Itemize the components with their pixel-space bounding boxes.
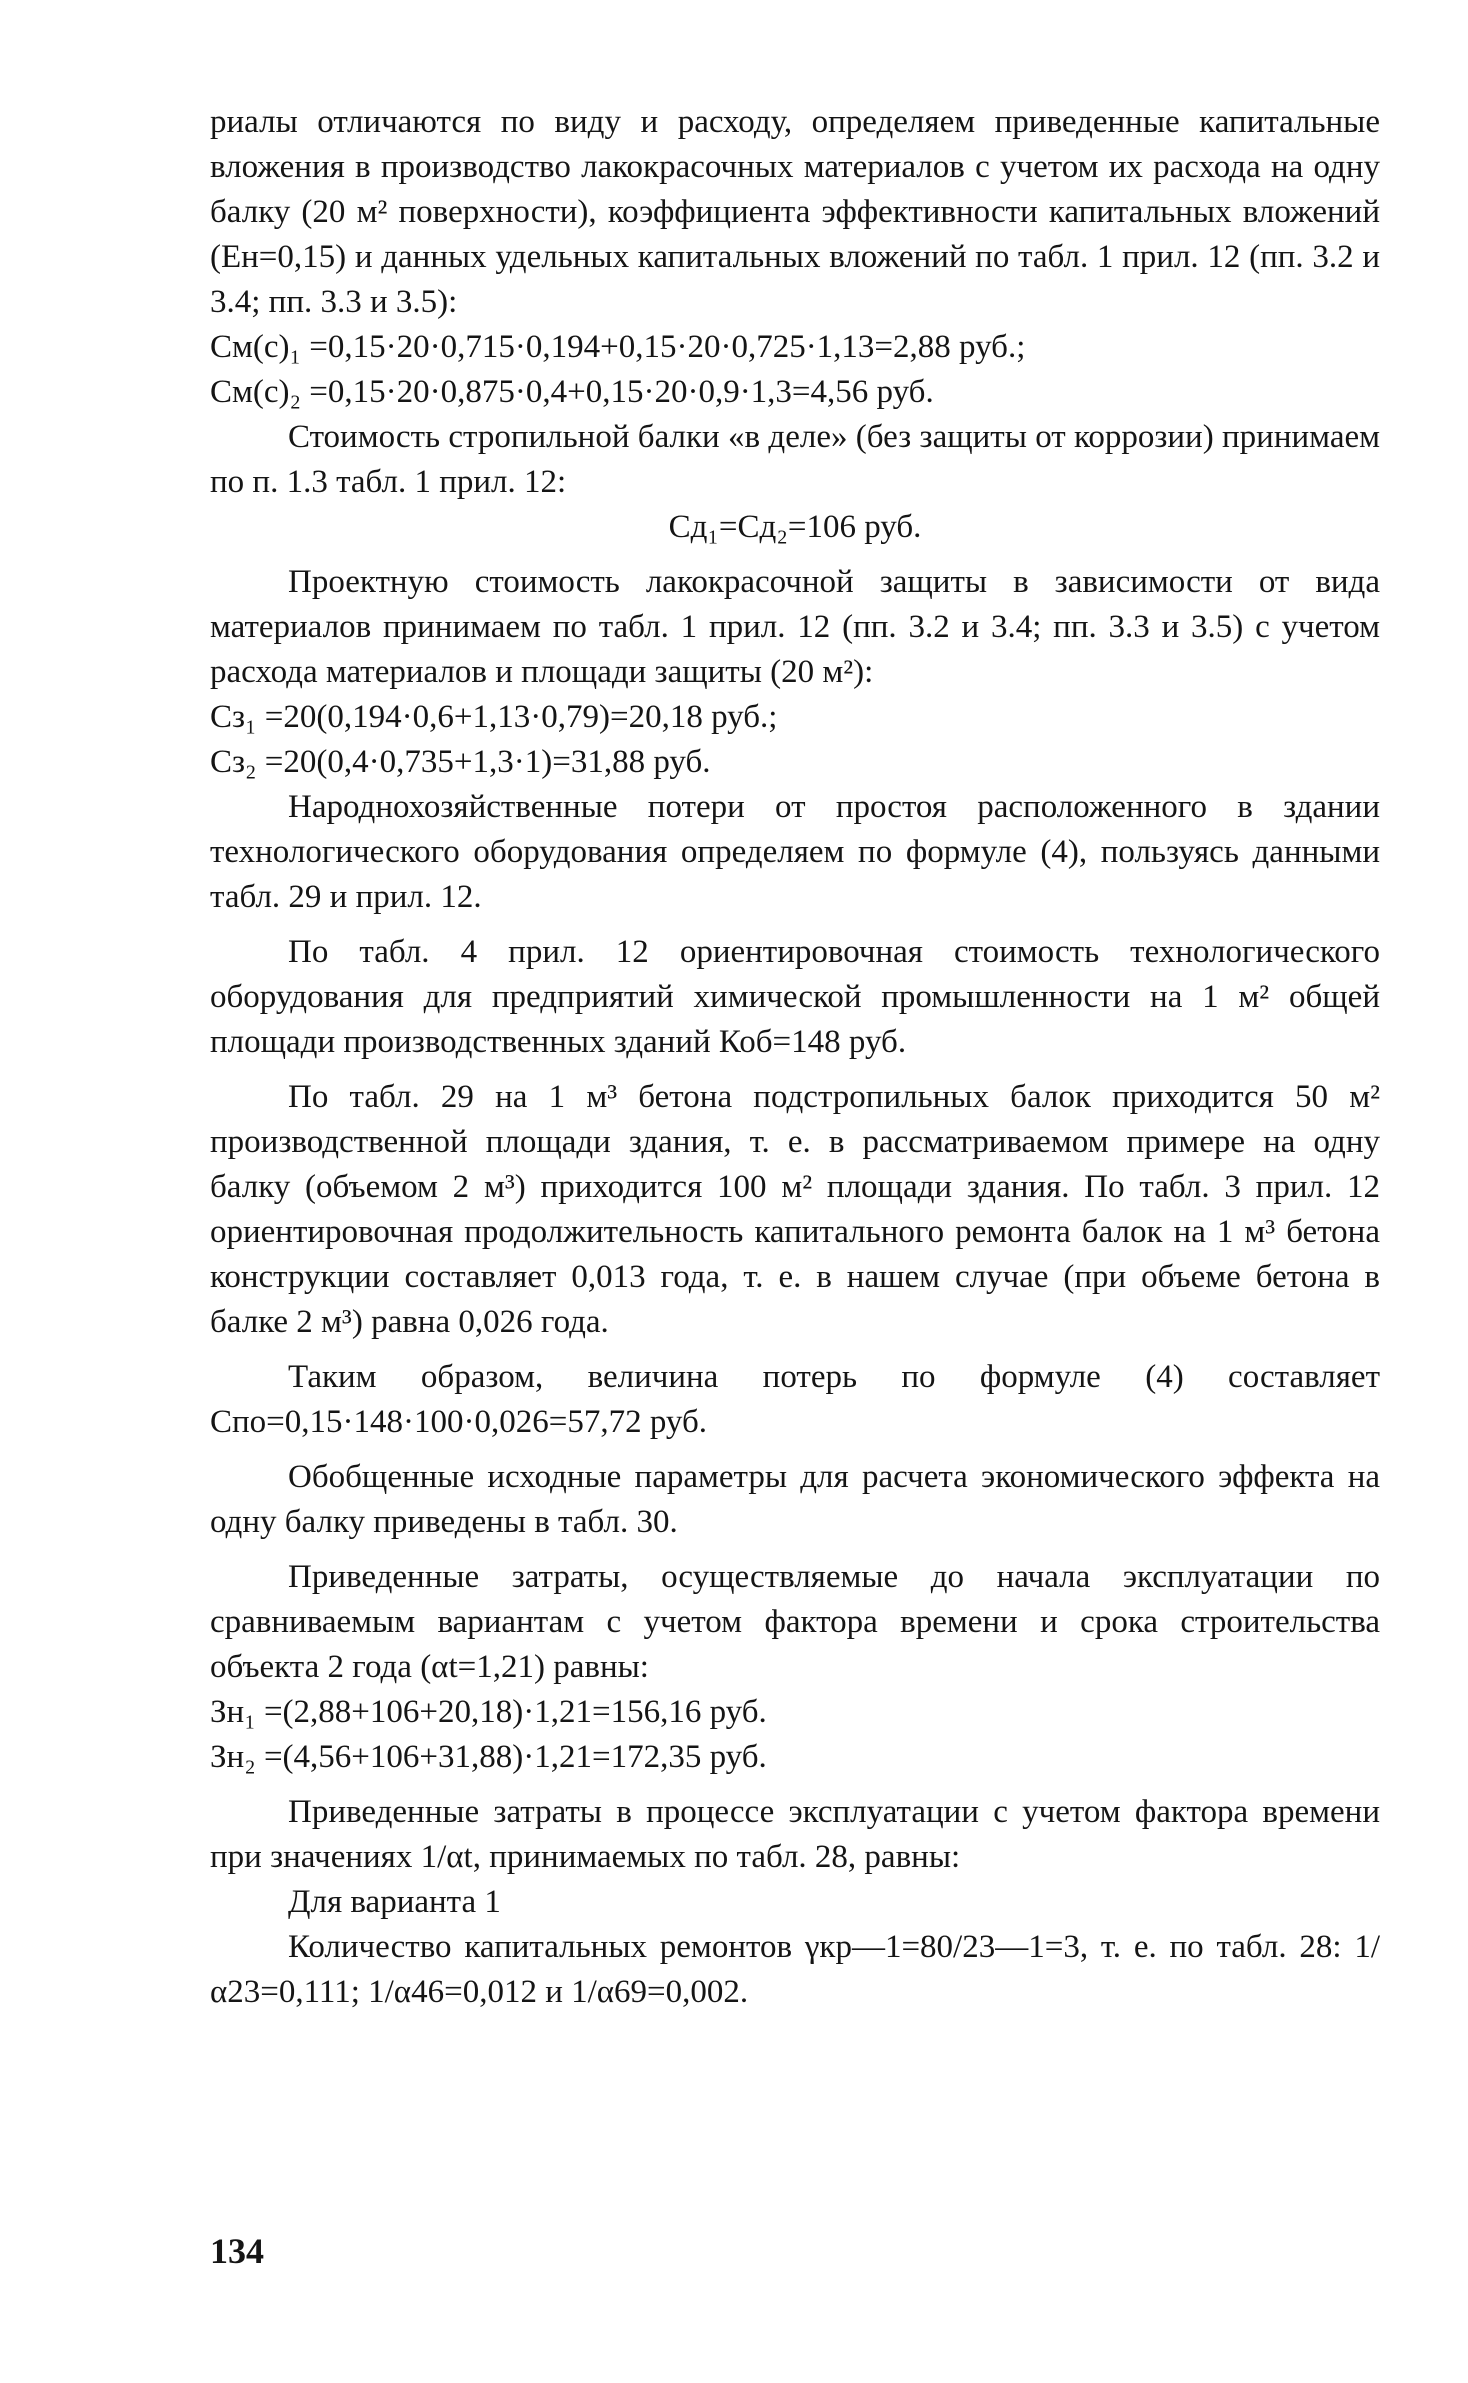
- paragraph-equipment-cost: По табл. 4 прил. 12 ориентировочная стоимость технологического оборудования для предприятий химической промышленности на 1 м² общей площади производственных зданий Коб=148 руб.: [210, 934, 1380, 1060]
- formula-cz2: Сз₂ =20(0,4·0,735+1,3·1)=31,88 руб.: [210, 744, 711, 780]
- paragraph-paint-cost: Проектную стоимость лакокрасочной защиты в зависимости от вида материалов принимаем по табл. 1 прил. 12 (пп. 3.2 и 3.4; пп. 3.3 и 3.5) с учетом расхода материалов и площади защиты (20 м²):: [210, 564, 1380, 690]
- page-number: 134: [210, 2231, 264, 2271]
- formula-zn2: Зн₂ =(4,56+106+31,88)·1,21=172,35 руб.: [210, 1739, 767, 1775]
- formula-cd: Сд₁=Сд₂=106 руб.: [668, 509, 922, 545]
- paragraph-capital-investments: риалы отличаются по виду и расходу, определяем приведенные капитальные вложения в производство лакокрасочных материалов с учетом их расхода на одну балку (20 м² поверхности), коэффициента эффективности капитальных вложений (Eн=0,15) и данных удельных капитальных вложений по табл. 1 прил. 12 (пп. 3.2 и 3.4; пп. 3.3 и 3.5):: [210, 104, 1380, 320]
- paragraph-table-30: Обобщенные исходные параметры для расчета экономического эффекта на одну балку приведены в табл. 30.: [210, 1459, 1380, 1540]
- formula-cz1: Сз₁ =20(0,194·0,6+1,13·0,79)=20,18 руб.;: [210, 699, 778, 735]
- paragraph-beam-cost: Стоимость стропильной балки «в деле» (без защиты от коррозии) принимаем по п. 1.3 табл. 1 прил. 12:: [210, 419, 1380, 500]
- formula-zn1: Зн₁ =(2,88+106+20,18)·1,21=156,16 руб.: [210, 1694, 767, 1730]
- formula-cm2: См(с)₂ =0,15·20·0,875·0,4+0,15·20·0,9·1,3=4,56 руб.: [210, 374, 934, 410]
- formula-cm1: См(с)₁ =0,15·20·0,715·0,194+0,15·20·0,725·1,13=2,88 руб.;: [210, 329, 1026, 365]
- page-body: [210, 100, 1380, 2015]
- paragraph-reduced-costs: Приведенные затраты, осуществляемые до начала эксплуатации по сравниваемым вариантам с учетом фактора времени и срока строительства объекта 2 года (αt=1,21) равны:: [210, 1559, 1380, 1685]
- paragraph-losses: Народнохозяйственные потери от простоя расположенного в здании технологического оборудования определяем по формуле (4), пользуясь данными табл. 29 и прил. 12.: [210, 789, 1380, 915]
- heading-variant-1: Для варианта 1: [288, 1884, 501, 1920]
- paragraph-losses-value: Таким образом, величина потерь по формуле (4) составляет Спо=0,15·148·100·0,026=57,72 руб.: [210, 1359, 1380, 1440]
- paragraph-production-area: По табл. 29 на 1 м³ бетона подстропильных балок приходится 50 м² производственной площади здания, т. е. в рассматриваемом примере на одну балку (объемом 2 м³) приходится 100 м² площади здания. По табл. 3 прил. 12 ориентировочная продолжительность капитального ремонта балок на 1 м³ бетона конструкции составляет 0,013 года, т. е. в нашем случае (при объеме бетона в балке 2 м³) равна 0,026 года.: [210, 1079, 1380, 1340]
- paragraph-operation-costs: Приведенные затраты в процессе эксплуатации с учетом фактора времени при значениях 1/αt, принимаемых по табл. 28, равны:: [210, 1794, 1380, 1875]
- paragraph-repairs-count: Количество капитальных ремонтов γкр—1=80/23—1=3, т. е. по табл. 28: 1/α23=0,111; 1/α46=0,012 и 1/α69=0,002.: [210, 1929, 1380, 2010]
